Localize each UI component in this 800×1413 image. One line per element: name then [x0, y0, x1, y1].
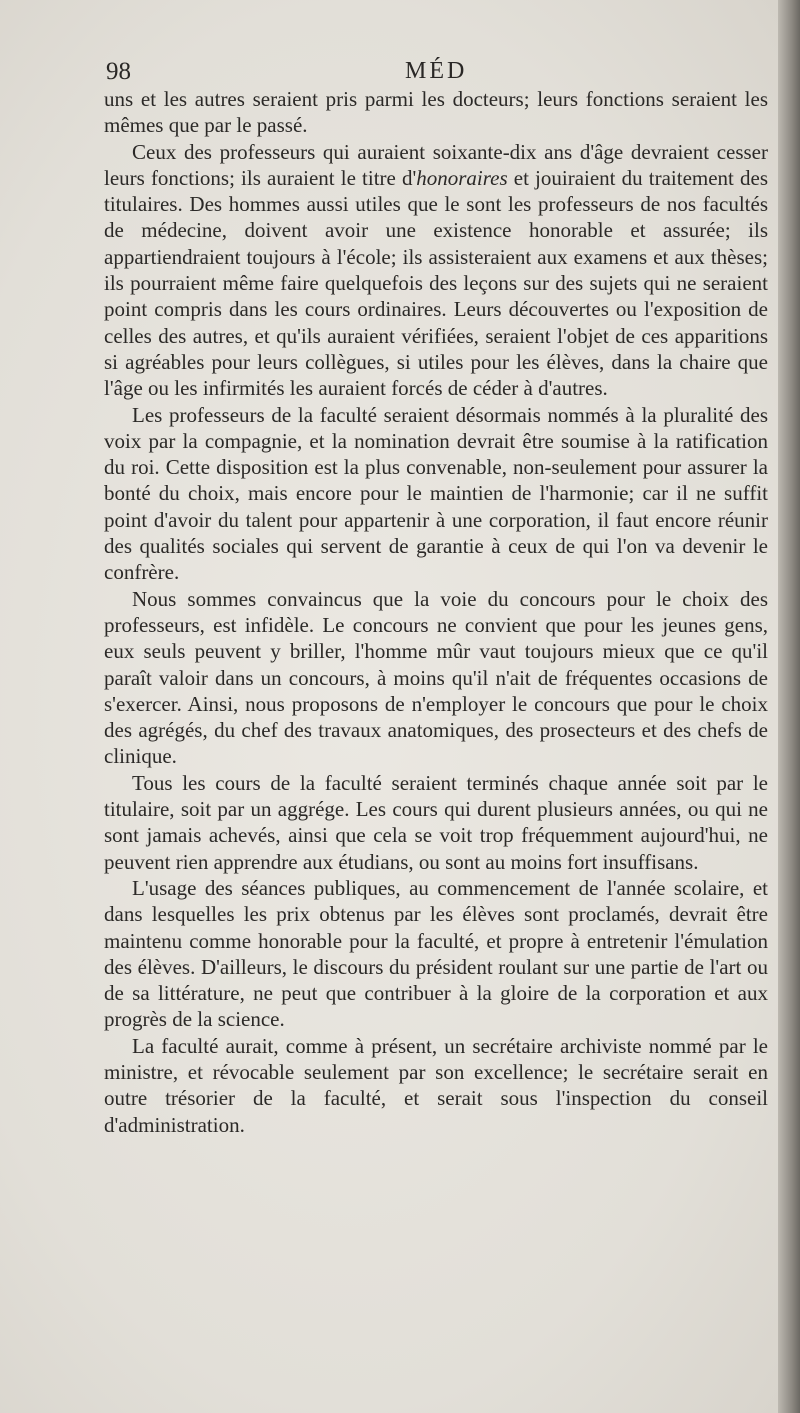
- body-text: [104, 86, 768, 1138]
- paragraph-seances: L'usage des séances publiques, au commencement de l'année scolaire, et dans lesquelles les prix obtenus par les élèves sont proclamés, devrait être maintenu comme honorable pour la faculté, et propre à entretenir l'émulation des élèves. D'ailleurs, le discours du président roulant sur une partie de l'art ou de sa littérature, ne peut que contribuer à la gloire de la corporation et aux progrès de la science.: [104, 875, 768, 1032]
- page-number: 98: [106, 58, 131, 85]
- paragraph-cours: Tous les cours de la faculté seraient terminés chaque année soit par le titulaire, soit par un aggrége. Les cours qui durent plusieurs années, ou qui ne sont jamais achevés, ainsi que cela se voit trop fréquemment aujourd'hui, ne peuvent rien apprendre aux étudians, ou sont au moins fort insuffisans.: [104, 770, 768, 874]
- running-title: MÉD: [405, 58, 468, 84]
- book-spine-shadow: [778, 0, 800, 1413]
- paragraph-secretaire: La faculté aurait, comme à présent, un secrétaire archiviste nommé par le ministre, et révocable seulement par son excellence; le secrétaire serait en outre trésorier de la faculté, et serait sous l'inspection du conseil d'administration.: [104, 1033, 768, 1137]
- paragraph-continued: uns et les autres seraient pris parmi les docteurs; leurs fonctions seraient les mêmes que par le passé.: [104, 87, 768, 138]
- paragraph-text: et jouiraient du traitement des titulaires. Des hommes aussi utiles que le sont les professeurs de nos facultés de médecine, doivent avoir une existence honorable et assurée; ils appartiendraient toujours à l'école; ils assisteraient aux examens et aux thèses; ils pourraient même faire quelquefois des leçons sur des sujets qui ne seraient point compris dans les cours ordinaires. Leurs découvertes ou l'exposition de celles des autres, et qu'ils auraient vérifiées, seraient l'objet de ces apparitions si agréables pour leurs collègues, si utiles pour les élèves, dans la chaire que l'âge ou les infirmités les auraient forcés de céder à d'autres.: [104, 165, 768, 401]
- paragraph-text: Ceux des professeurs qui auraient soixante-dix ans d'âge devraient cesser leurs fonctions; ils auraient le titre d': [104, 139, 768, 190]
- paragraph-concours: Nous sommes convaincus que la voie du concours pour le choix des professeurs, est infidèle. Le concours ne convient que pour les jeunes gens, eux seuls peuvent y briller, l'homme mûr vaut toujours mieux que ce qu'il paraît valoir dans un concours, à moins qu'il n'ait de fréquentes occasions de s'exercer. Ainsi, nous proposons de n'employer le concours que pour le choix des agrégés, du chef des travaux anatomiques, des prosecteurs et des chefs de clinique.: [104, 586, 768, 769]
- paragraph-honoraires: [104, 139, 768, 402]
- italic-term: honoraires: [416, 165, 508, 190]
- paragraph-nomination: Les professeurs de la faculté seraient désormais nommés à la pluralité des voix par la compagnie, et la nomination devrait être soumise à la ratification du roi. Cette disposition est la plus convenable, non-seulement pour assurer la bonté du choix, mais encore pour le maintien de l'harmonie; car il ne suffit point d'avoir du talent pour appartenir à une corporation, il faut encore réunir des qualités sociales qui servent de garantie à ceux de qui l'on va devenir le confrère.: [104, 402, 768, 585]
